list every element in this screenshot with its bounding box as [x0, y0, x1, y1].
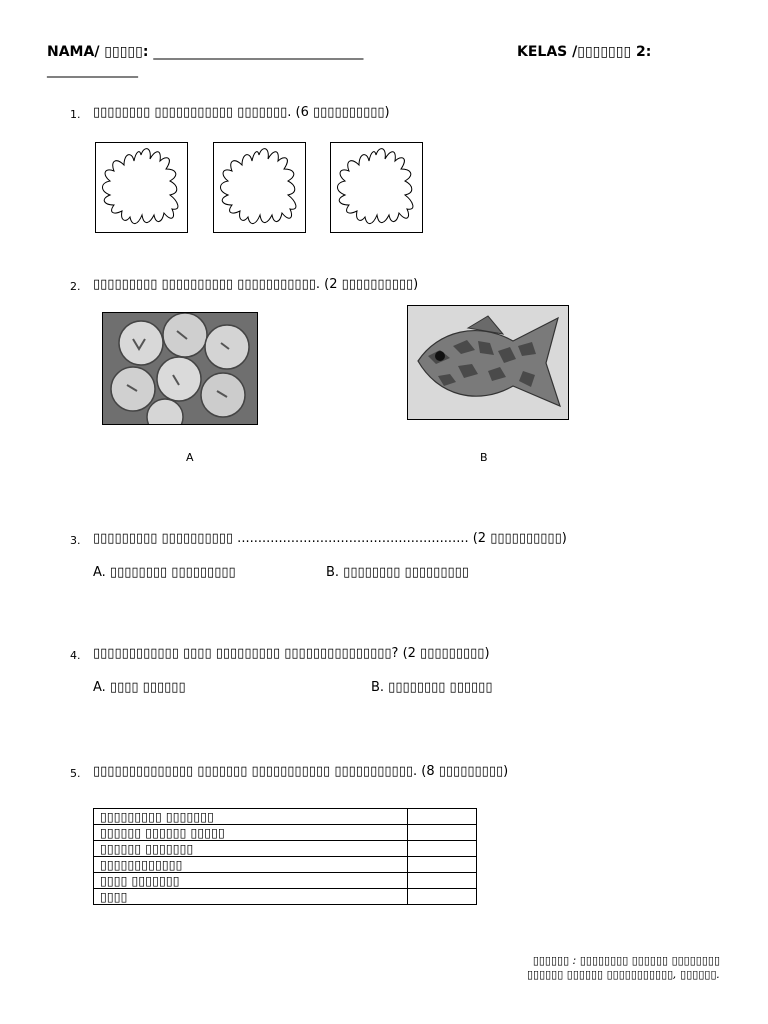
q3-text: ▯▯▯▯▯▯▯▯▯ ▯▯▯▯▯▯▯▯▯▯ ........................................................ (2 ▯▯▯▯▯▯▯▯▯▯)	[93, 531, 567, 546]
q3-option-b[interactable]: B. ▯▯▯▯▯▯▯▯ ▯▯▯▯▯▯▯▯▯	[326, 565, 469, 580]
table-row	[94, 809, 477, 825]
table-row	[94, 857, 477, 873]
table-row-label: ▯▯▯▯▯▯▯▯▯▯▯▯	[94, 857, 408, 873]
answer-table	[93, 808, 477, 905]
splat-image-1	[95, 142, 188, 233]
paint-splat-icon	[331, 143, 421, 231]
q3-option-a[interactable]: A. ▯▯▯▯▯▯▯▯ ▯▯▯▯▯▯▯▯▯	[93, 565, 236, 580]
q4-option-a[interactable]: A. ▯▯▯▯ ▯▯▯▯▯▯	[93, 680, 186, 695]
table-answer-cell[interactable]	[408, 873, 477, 889]
table-row-label: ▯▯▯▯ ▯▯▯▯▯▯▯	[94, 873, 408, 889]
q4-number: 4.	[70, 649, 81, 662]
table-row	[94, 873, 477, 889]
photo-b-label: B	[480, 451, 488, 464]
paint-splat-icon	[96, 143, 186, 231]
q4-option-b[interactable]: B. ▯▯▯▯▯▯▯▯ ▯▯▯▯▯▯	[371, 680, 493, 695]
q2-number: 2.	[70, 280, 81, 293]
photo-a-paper-plates	[102, 312, 258, 425]
splat-image-2	[213, 142, 306, 233]
q1-number: 1.	[70, 108, 81, 121]
name-label: NAMA/ ▯▯▯▯▯:	[47, 44, 149, 60]
q2-text: ▯▯▯▯▯▯▯▯▯ ▯▯▯▯▯▯▯▯▯▯ ▯▯▯▯▯▯▯▯▯▯▯. (2 ▯▯▯▯▯▯▯▯▯▯)	[93, 277, 419, 292]
table-row	[94, 841, 477, 857]
table-answer-cell[interactable]	[408, 857, 477, 873]
photo-a-label: A	[186, 451, 194, 464]
table-row	[94, 825, 477, 841]
table-row-label: ▯▯▯▯▯▯ ▯▯▯▯▯▯ ▯▯▯▯▯	[94, 825, 408, 841]
photo-b-mosaic-fish	[407, 305, 569, 420]
table-answer-cell[interactable]	[408, 841, 477, 857]
table-answer-cell[interactable]	[408, 825, 477, 841]
table-row-label: ▯▯▯▯▯▯ ▯▯▯▯▯▯▯	[94, 841, 408, 857]
table-row-label: ▯▯▯▯▯▯▯▯▯ ▯▯▯▯▯▯▯	[94, 809, 408, 825]
footer-line-1: ▯▯▯▯▯▯ : ▯▯▯▯▯▯▯▯ ▯▯▯▯▯▯ ▯▯▯▯▯▯▯▯	[532, 954, 720, 967]
table-row	[94, 889, 477, 905]
q1-text: ▯▯▯▯▯▯▯▯ ▯▯▯▯▯▯▯▯▯▯▯ ▯▯▯▯▯▯▯. (6 ▯▯▯▯▯▯▯▯▯▯)	[93, 105, 390, 120]
q4-text: ▯▯▯▯▯▯▯▯▯▯▯▯ ▯▯▯▯ ▯▯▯▯▯▯▯▯▯ ▯▯▯▯▯▯▯▯▯▯▯▯▯▯▯? (2 ▯▯▯▯▯▯▯▯▯)	[93, 646, 490, 661]
q5-number: 5.	[70, 767, 81, 780]
table-answer-cell[interactable]	[408, 889, 477, 905]
table-answer-cell[interactable]	[408, 809, 477, 825]
table-row-label: ▯▯▯▯	[94, 889, 408, 905]
paint-splat-icon	[214, 143, 304, 231]
name-blank[interactable]: ______________________________	[153, 44, 364, 60]
footer-line-2: ▯▯▯▯▯▯ ▯▯▯▯▯▯ ▯▯▯▯▯▯▯▯▯▯▯, ▯▯▯▯▯▯.	[526, 968, 720, 981]
name-field	[47, 44, 363, 60]
q3-number: 3.	[70, 534, 81, 547]
class-blank[interactable]: _____________	[47, 62, 138, 78]
class-label: KELAS /▯▯▯▯▯▯▯ 2:	[517, 44, 652, 60]
splat-image-3	[330, 142, 423, 233]
q5-text: ▯▯▯▯▯▯▯▯▯▯▯▯▯▯ ▯▯▯▯▯▯▯ ▯▯▯▯▯▯▯▯▯▯▯ ▯▯▯▯▯▯▯▯▯▯▯. (8 ▯▯▯▯▯▯▯▯▯)	[93, 764, 509, 779]
